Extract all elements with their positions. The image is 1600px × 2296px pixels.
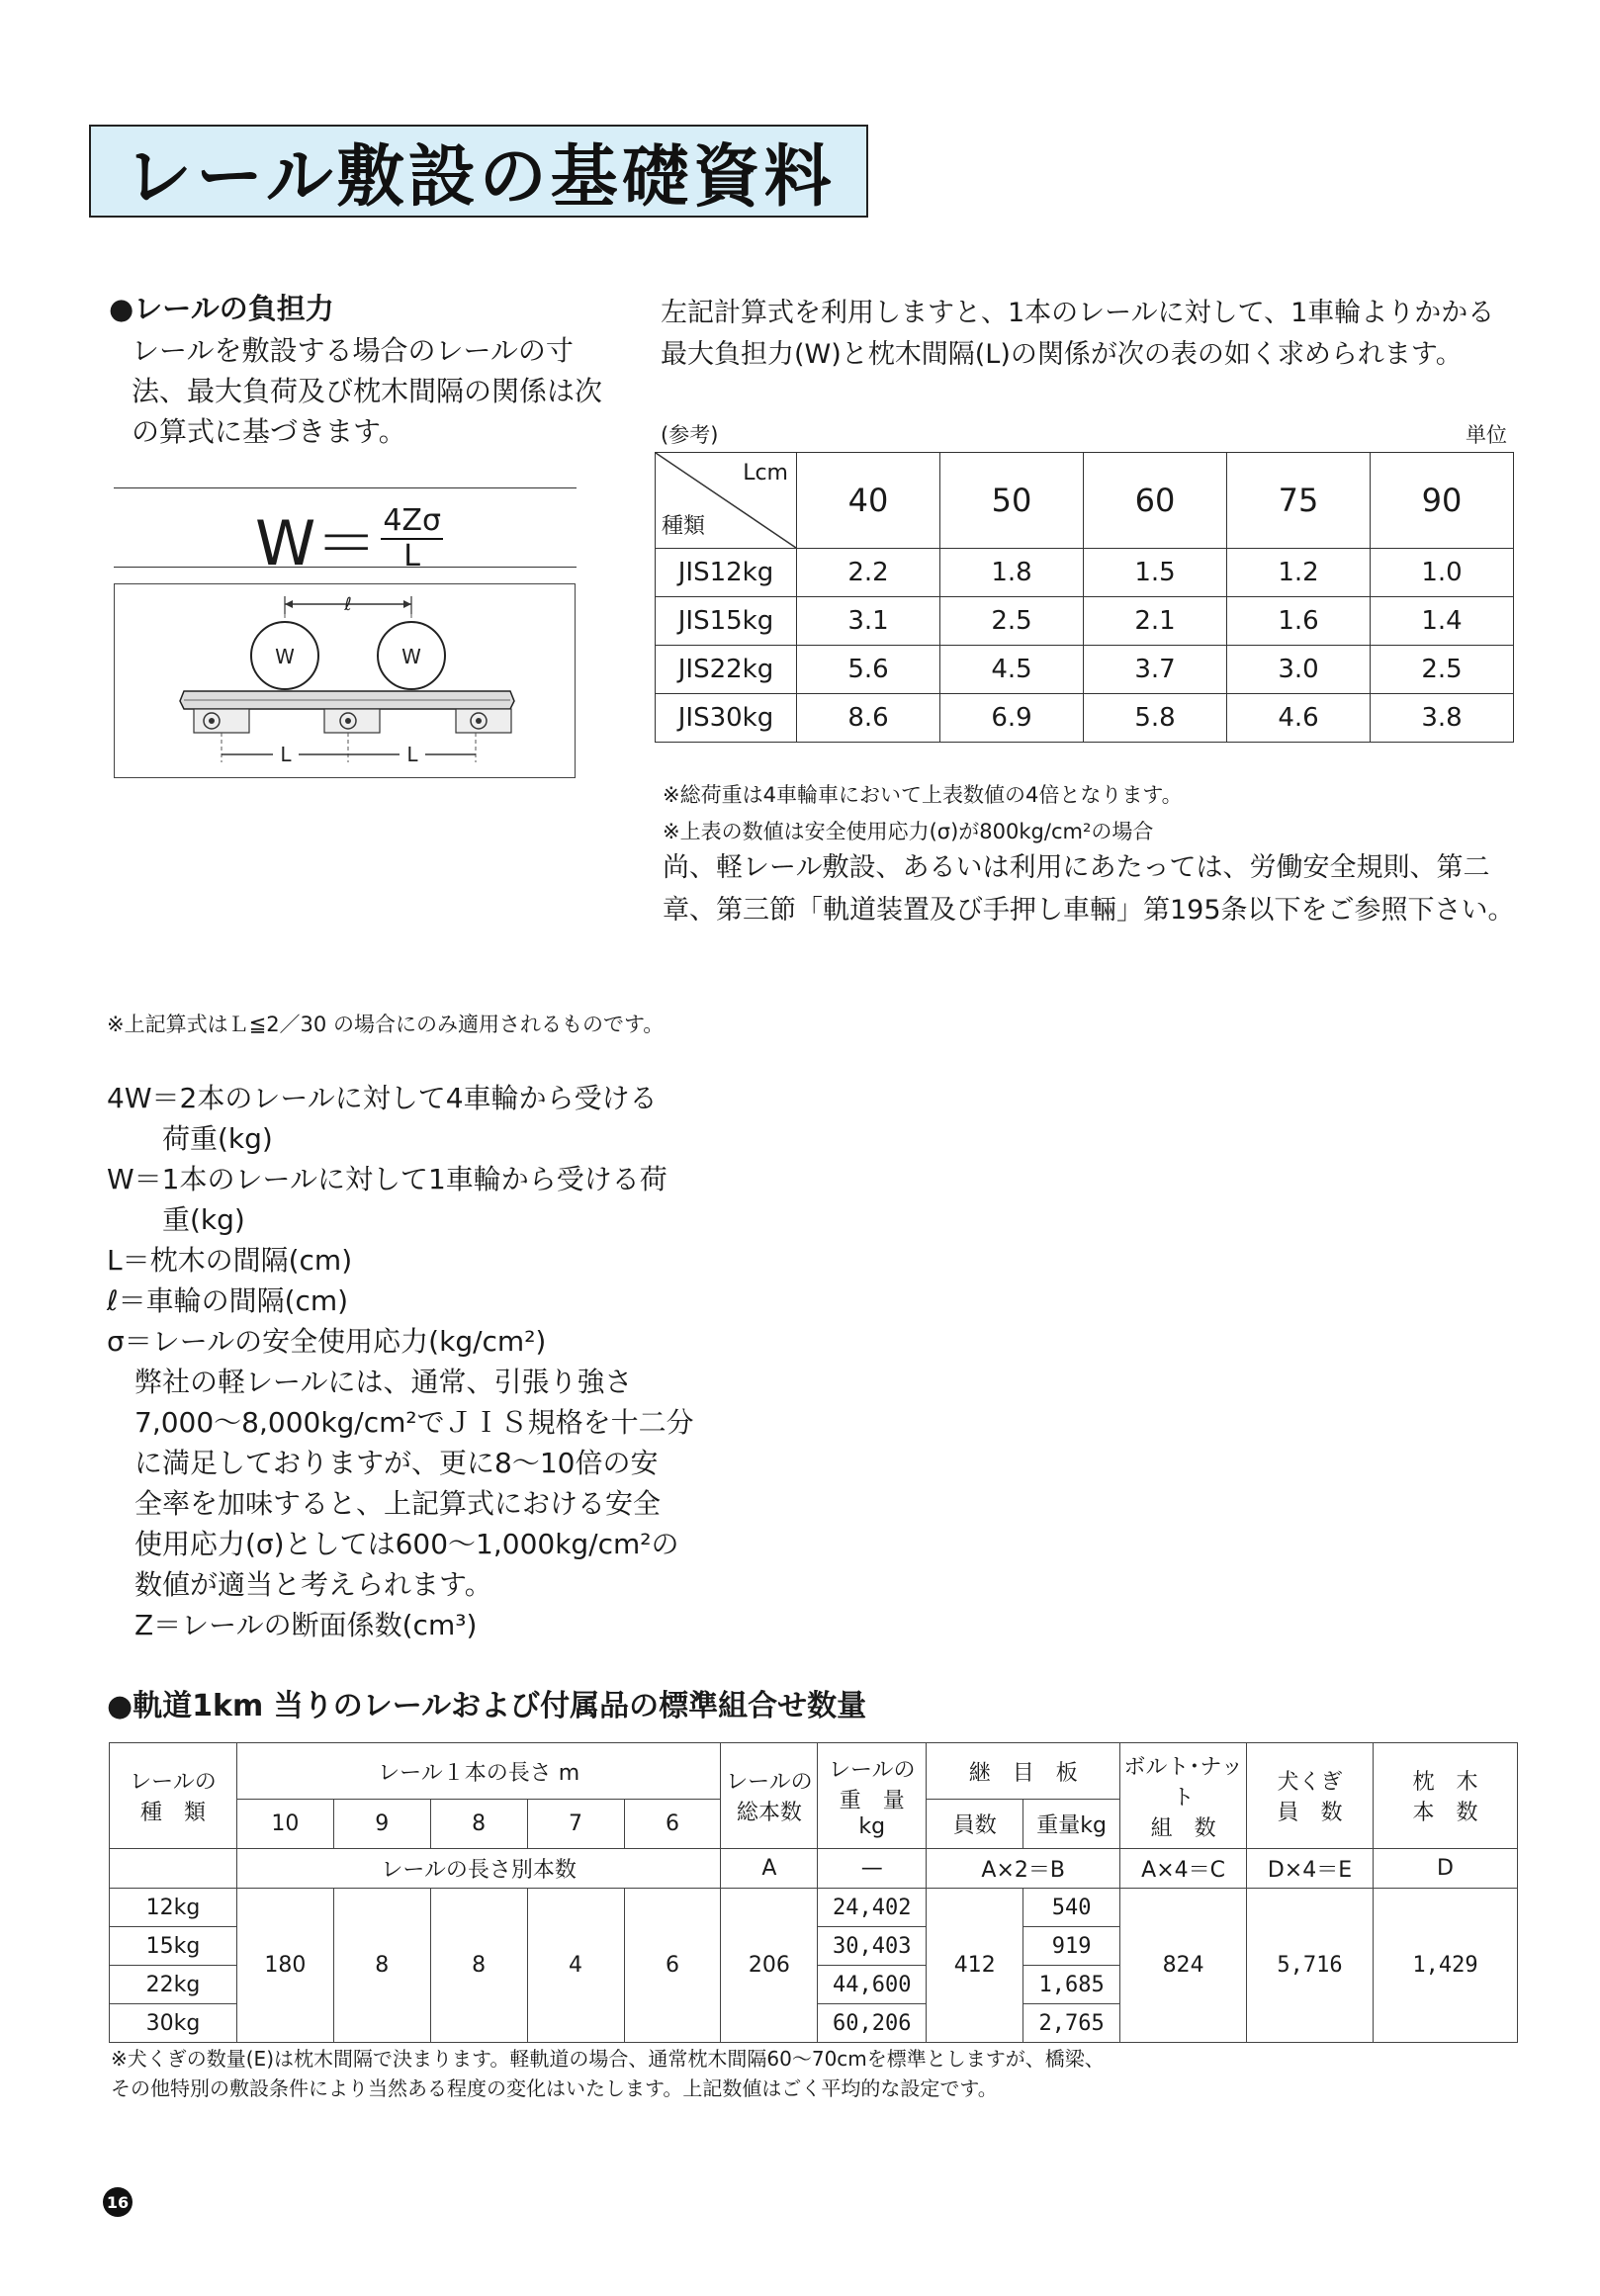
column-header: 75 <box>1227 453 1371 549</box>
load-paragraph <box>132 330 602 452</box>
header-length: 6 <box>624 1800 721 1849</box>
table-notes-small <box>663 777 1183 850</box>
header-plate-weight: 重量kg <box>1023 1800 1120 1849</box>
code-total: A <box>721 1849 818 1889</box>
paragraph-line: レールを敷設する場合のレールの寸 <box>132 334 574 367</box>
row-kind: JIS15kg <box>656 597 797 646</box>
header-line: 枕 木 <box>1412 1770 1478 1795</box>
definition-line: 7,000～8,000kg/cm²でＪＩＳ規格を十二分 <box>107 1406 694 1439</box>
table-cell: 4.5 <box>940 646 1084 694</box>
formula-fraction <box>381 504 443 574</box>
header-line: 犬くぎ <box>1277 1770 1343 1795</box>
formula-note: ※上記算式はＬ≦2／30 の場合にのみ適用されるものです。 <box>107 1013 665 1036</box>
table-cell: 3.1 <box>797 597 940 646</box>
table-cell: 2,765 <box>1023 2004 1120 2043</box>
definition-line: 使用応力(σ)としては600～1,000kg/cm²の <box>107 1528 679 1560</box>
wheel-gap-label: ℓ <box>344 594 352 615</box>
ref-intro <box>661 293 1494 376</box>
header-length: 7 <box>527 1800 624 1849</box>
table-cell: 1,429 <box>1373 1889 1517 2043</box>
table-cell: 1.6 <box>1227 597 1371 646</box>
row-kind: JIS30kg <box>656 694 797 743</box>
table-cell: 2.1 <box>1084 597 1227 646</box>
table-cell: 180 <box>236 1889 333 2043</box>
table-cell: 5.8 <box>1084 694 1227 743</box>
header-line: レールの <box>130 1770 217 1795</box>
table-cell: 2.5 <box>1371 646 1514 694</box>
header-line: レールの <box>829 1757 916 1783</box>
table-row <box>656 597 1514 646</box>
table-row <box>656 694 1514 743</box>
definitions-block <box>107 1078 694 1645</box>
table-cell: 1,685 <box>1023 1966 1120 2004</box>
section-heading-load: ●レールの負担力 <box>109 292 334 325</box>
formula-lhs: W＝ <box>255 507 378 579</box>
load-table-corner <box>656 453 797 549</box>
table-cell: 6.9 <box>940 694 1084 743</box>
page-title-box <box>89 125 868 218</box>
definition-line: L＝枕木の間隔(cm) <box>107 1244 353 1277</box>
sleeper-left <box>194 709 249 733</box>
section-heading-combination: ●軌道1km 当りのレールおよび付属品の標準組合せ数量 <box>107 1689 867 1723</box>
header-line: ボルト･ナット <box>1123 1754 1243 1810</box>
formula-rule-top <box>114 487 577 488</box>
table-cell: 3.8 <box>1371 694 1514 743</box>
table-cell: 8 <box>430 1889 527 2043</box>
sleeper-gap-label-left: L <box>280 743 292 766</box>
table-note: ※総荷重は4車輪車において上表数値の4倍となります。 <box>663 783 1183 807</box>
table-row <box>110 1889 1518 1927</box>
formula <box>255 494 443 582</box>
row-kind: 22kg <box>110 1966 237 2004</box>
formula-denominator: L <box>403 538 420 574</box>
row-kind: 30kg <box>110 2004 237 2043</box>
header-spike <box>1247 1743 1374 1849</box>
table-cell: 919 <box>1023 1927 1120 1966</box>
load-table-header <box>656 453 1514 549</box>
wheel-label-left: W <box>275 645 295 668</box>
table-cell: 1.4 <box>1371 597 1514 646</box>
unit-label: 単位 <box>1466 423 1507 447</box>
rail-diagram <box>114 583 576 778</box>
intro-line: 左記計算式を利用しますと、1本のレールに対して、1車輪よりかかる <box>661 298 1495 328</box>
table-cell: 1.2 <box>1227 549 1371 597</box>
table-cell: 60,206 <box>818 2004 927 2043</box>
definition-line: σ＝レールの安全使用応力(kg/cm²) <box>107 1325 547 1358</box>
combination-table <box>109 1742 1518 2043</box>
table-cell: 4.6 <box>1227 694 1371 743</box>
row-kind: JIS12kg <box>656 549 797 597</box>
header-line: 員 数 <box>1277 1801 1343 1825</box>
corner-bottom-label: 種類 <box>662 514 706 539</box>
table-cell: 8.6 <box>797 694 940 743</box>
table-cell: 1.8 <box>940 549 1084 597</box>
header-line: 総本数 <box>736 1801 802 1825</box>
ref-label: (参考) <box>661 423 719 447</box>
definition-line: に満足しておりますが、更に8～10倍の安 <box>107 1447 659 1479</box>
header-total <box>721 1743 818 1849</box>
table-cell: 206 <box>721 1889 818 2043</box>
table-note: 尚、軽レール敷設、あるいは利用にあたっては、労働安全規則、第二 <box>663 852 1490 883</box>
header-plate: 継 目 板 <box>927 1743 1120 1800</box>
row-kind: JIS22kg <box>656 646 797 694</box>
table-cell: 30,403 <box>818 1927 927 1966</box>
table-cell: 4 <box>527 1889 624 2043</box>
header-length: 10 <box>236 1800 333 1849</box>
sleeper-right <box>456 709 511 733</box>
header-bolt <box>1120 1743 1247 1849</box>
header-length: 9 <box>333 1800 430 1849</box>
table-cell: 24,402 <box>818 1889 927 1927</box>
header-line: 本 数 <box>1412 1801 1478 1825</box>
table-cell: 540 <box>1023 1889 1120 1927</box>
header-line: 重 量 <box>839 1788 905 1813</box>
header-row-codes <box>110 1849 1518 1889</box>
header-line: 組 数 <box>1150 1815 1216 1841</box>
intro-line: 最大負担力(W)と枕木間隔(L)の関係が次の表の如く求められます。 <box>661 339 1463 370</box>
table-note: ※上表の数値は安全使用応力(σ)が800kg/cm²の場合 <box>663 820 1154 843</box>
header-sleeper <box>1373 1743 1517 1849</box>
corner-top-label: Lcm <box>743 461 788 486</box>
table-cell: 5.6 <box>797 646 940 694</box>
definition-line: 荷重(kg) <box>107 1122 273 1155</box>
definition-line: Z＝レールの断面係数(cm³) <box>107 1609 478 1641</box>
column-header: 50 <box>940 453 1084 549</box>
page-number: 16 <box>103 2187 133 2217</box>
wheel-label-right: W <box>401 645 421 668</box>
table-cell: 6 <box>624 1889 721 2043</box>
paragraph-line: の算式に基づきます。 <box>132 415 406 448</box>
definition-line: 重(kg) <box>107 1203 245 1236</box>
header-line: レールの <box>726 1770 813 1795</box>
table-cell: 5,716 <box>1247 1889 1374 2043</box>
paragraph-line: 法、最大負荷及び枕木間隔の関係は次 <box>132 375 603 407</box>
code-plate: A×2＝B <box>927 1849 1120 1889</box>
definition-line: 弊社の軽レールには、通常、引張り強さ <box>107 1366 633 1398</box>
table-cell: 1.5 <box>1084 549 1227 597</box>
code-weight: — <box>818 1849 927 1889</box>
table-cell: 8 <box>333 1889 430 2043</box>
table-row <box>656 646 1514 694</box>
header-weight <box>818 1743 927 1849</box>
header-line: 種 類 <box>139 1801 206 1825</box>
code-spike: D×4＝E <box>1247 1849 1374 1889</box>
table-cell: 824 <box>1120 1889 1247 2043</box>
sleeper-middle <box>324 709 380 733</box>
definition-line: ℓ＝車輪の間隔(cm) <box>107 1284 349 1317</box>
definition-line: W＝1本のレールに対して1車輪から受ける荷 <box>107 1163 667 1195</box>
column-header: 60 <box>1084 453 1227 549</box>
formula-numerator: 4Zσ <box>383 502 441 538</box>
header-length: 8 <box>430 1800 527 1849</box>
load-table <box>655 452 1514 743</box>
table-cell: 44,600 <box>818 1966 927 2004</box>
table-row <box>656 549 1514 597</box>
sleeper-gap-label-right: L <box>406 743 418 766</box>
rail-diagram-svg <box>115 584 575 777</box>
definition-line: 4W＝2本のレールに対して4車輪から受ける <box>107 1082 658 1114</box>
definition-line: 全率を加味すると、上記算式における安全 <box>107 1487 662 1520</box>
combination-notes <box>111 2044 1105 2103</box>
header-plate-count: 員数 <box>927 1800 1023 1849</box>
table-cell: 3.0 <box>1227 646 1371 694</box>
table-notes-large <box>663 846 1515 931</box>
row-kind: 15kg <box>110 1927 237 1966</box>
table-cell: 412 <box>927 1889 1023 2043</box>
table-cell: 2.5 <box>940 597 1084 646</box>
column-header: 90 <box>1371 453 1514 549</box>
header-count-by-length: レールの長さ別本数 <box>236 1849 720 1889</box>
header-length-group: レール１本の長さ m <box>236 1743 720 1800</box>
code-bolt: A×4＝C <box>1120 1849 1247 1889</box>
column-header: 40 <box>797 453 940 549</box>
table-cell: 1.0 <box>1371 549 1514 597</box>
code-empty <box>110 1849 237 1889</box>
combination-note: ※犬くぎの数量(E)は枕木間隔で決まります。軽軌道の場合、通常枕木間隔60～70cmを標準としますが、橋梁、 <box>111 2047 1105 2071</box>
code-sleeper: D <box>1373 1849 1517 1889</box>
definition-line: 数値が適当と考えられます。 <box>107 1568 492 1601</box>
row-kind: 12kg <box>110 1889 237 1927</box>
header-kind <box>110 1743 237 1849</box>
table-cell: 3.7 <box>1084 646 1227 694</box>
table-note: 章、第三節「軌道装置及び手押し車輛」第195条以下をご参照下さい。 <box>663 895 1515 926</box>
combination-note: その他特別の敷設条件により当然ある程度の変化はいたします。上記数値はごく平均的な設定です。 <box>111 2076 998 2100</box>
table-cell: 2.2 <box>797 549 940 597</box>
header-row-1 <box>110 1743 1518 1800</box>
page-title: レール敷設の基礎資料 <box>125 137 836 217</box>
header-line: kg <box>858 1813 886 1839</box>
